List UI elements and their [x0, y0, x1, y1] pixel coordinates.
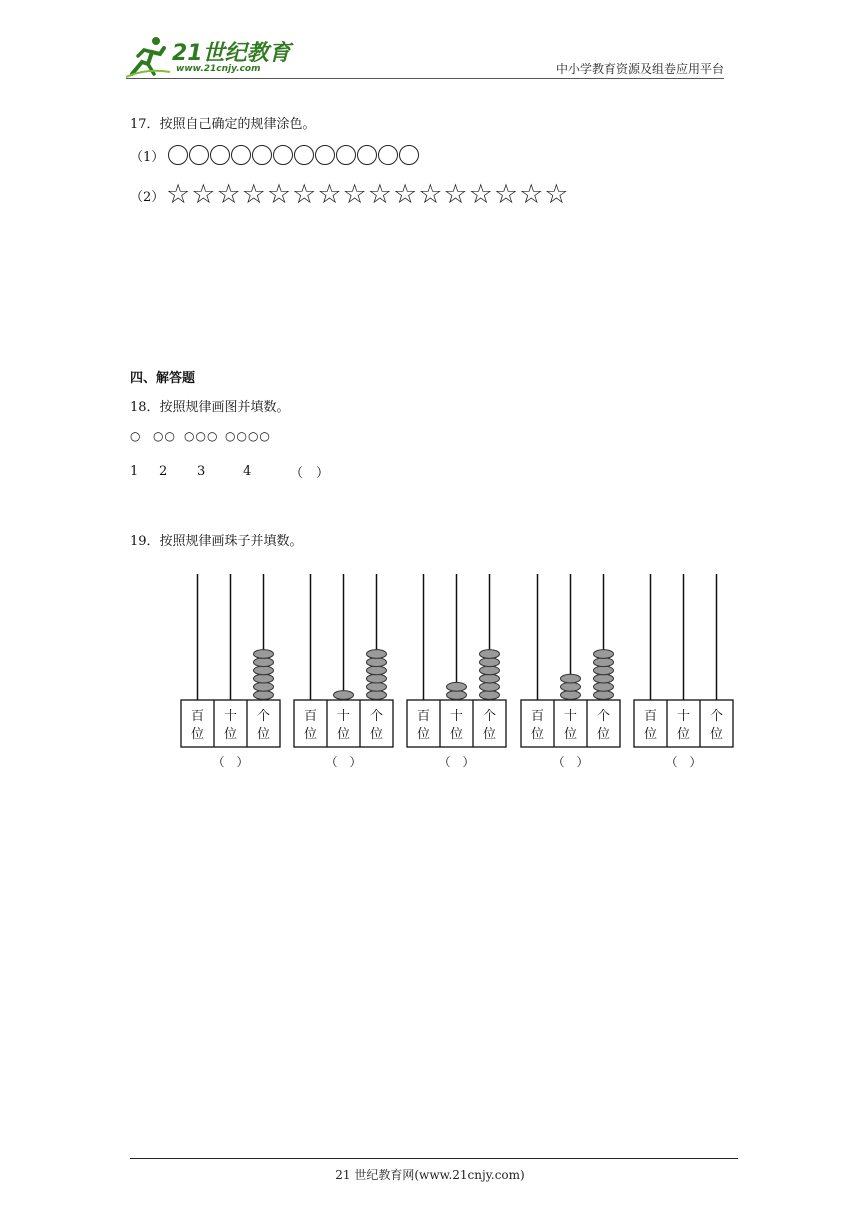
abacus-bead: [594, 658, 614, 667]
question-17-title: 17．按照自己确定的规律涂色。: [130, 117, 316, 132]
colorable-star[interactable]: ☆: [367, 179, 393, 210]
header-divider: [126, 78, 724, 79]
place-label-bottom: 位: [303, 727, 318, 742]
q17-part1-label: （1）: [130, 150, 165, 165]
place-label-bottom: 位: [190, 727, 205, 742]
colorable-circle[interactable]: [378, 145, 398, 165]
colorable-circle[interactable]: [231, 145, 251, 165]
q18-number-3: 3: [197, 464, 206, 479]
abacus-bead: [480, 650, 500, 659]
colorable-circle[interactable]: [210, 145, 230, 165]
place-label-top: 百: [190, 709, 205, 724]
place-label-bottom: 位: [709, 727, 724, 742]
abacus-bead: [561, 682, 581, 691]
colorable-star[interactable]: ☆: [519, 179, 545, 210]
abacus-bead: [447, 682, 467, 691]
place-label-bottom: 位: [416, 727, 431, 742]
colorable-star[interactable]: ☆: [292, 179, 318, 210]
abacus-bead: [480, 666, 500, 675]
question-18-title: 18．按照规律画图并填数。: [130, 400, 290, 415]
place-label-bottom: 位: [482, 727, 497, 742]
q18-figure-2: ○○: [153, 429, 176, 443]
colorable-circle[interactable]: [189, 145, 209, 165]
site-logo: [126, 34, 296, 80]
footer-text: 21 世纪教育网(www.21cnjy.com): [335, 1168, 525, 1182]
colorable-circle[interactable]: [315, 145, 335, 165]
place-label-top: 个: [596, 709, 611, 724]
place-label-top: 十: [676, 709, 691, 724]
colorable-circle[interactable]: [273, 145, 293, 165]
abacus-bead: [480, 674, 500, 683]
abacus-bead: [561, 691, 581, 700]
colorable-star[interactable]: ☆: [544, 179, 570, 210]
q18-figure-3: ○○○: [184, 429, 219, 443]
place-label-bottom: 位: [256, 727, 271, 742]
abacus-bead: [334, 691, 354, 700]
place-label-bottom: 位: [530, 727, 545, 742]
place-label-top: 十: [563, 709, 578, 724]
abacus-bead: [254, 666, 274, 675]
place-label-top: 百: [303, 709, 318, 724]
place-label-top: 百: [530, 709, 545, 724]
colorable-circle[interactable]: [168, 145, 188, 165]
logo-url: www.21cnjy.com: [176, 64, 261, 74]
place-label-bottom: 位: [336, 727, 351, 742]
place-label-top: 十: [223, 709, 238, 724]
place-label-top: 个: [482, 709, 497, 724]
footer-divider: [130, 1158, 738, 1159]
abacus-bead: [367, 691, 387, 700]
colorable-star[interactable]: ☆: [392, 179, 419, 210]
colorable-circle[interactable]: [357, 145, 377, 165]
abacus-bead: [254, 674, 274, 683]
place-label-bottom: 位: [596, 727, 611, 742]
colorable-star[interactable]: ☆: [493, 179, 520, 210]
place-label-bottom: 位: [369, 727, 384, 742]
place-label-top: 百: [643, 709, 658, 724]
colorable-star[interactable]: ☆: [266, 179, 293, 210]
colorable-circle[interactable]: [294, 145, 314, 165]
colorable-star[interactable]: ☆: [166, 179, 192, 210]
abacus-bead: [254, 682, 274, 691]
header-platform-text: 中小学教育资源及组卷应用平台: [555, 62, 724, 76]
abacus-bead: [254, 658, 274, 667]
colorable-star[interactable]: ☆: [443, 179, 469, 210]
place-label-top: 个: [709, 709, 724, 724]
abacus-bead: [367, 674, 387, 683]
section-4-title: 四、解答题: [130, 371, 196, 386]
place-label-top: 个: [369, 709, 384, 724]
q18-answer-blank[interactable]: （ ）: [290, 466, 330, 481]
abacus-bead: [480, 691, 500, 700]
colorable-star[interactable]: ☆: [317, 179, 343, 210]
q18-number-2: 2: [159, 464, 168, 479]
place-label-bottom: 位: [449, 727, 464, 742]
abacus-bead: [254, 650, 274, 659]
abacus-bead: [480, 658, 500, 667]
runner-logo-icon: [126, 34, 170, 78]
place-label-top: 十: [336, 709, 351, 724]
place-label-top: 百: [416, 709, 431, 724]
place-label-bottom: 位: [223, 727, 238, 742]
q17-star-row: [166, 181, 570, 208]
abacus-bead: [594, 691, 614, 700]
q18-figure-4: ○○○○: [225, 429, 271, 443]
place-label-bottom: 位: [563, 727, 578, 742]
abacus-bead: [254, 691, 274, 700]
place-label-bottom: 位: [676, 727, 691, 742]
colorable-circle[interactable]: [399, 145, 419, 165]
q18-number-4: 4: [243, 464, 252, 479]
colorable-star[interactable]: ☆: [418, 179, 444, 210]
q18-figure-1: ○: [130, 429, 142, 443]
q17-part2-label: （2）: [130, 190, 165, 205]
q18-number-1: 1: [130, 464, 139, 479]
abacus-answer-blank[interactable]: （ ）: [552, 755, 589, 769]
colorable-star[interactable]: ☆: [191, 179, 217, 210]
colorable-star[interactable]: ☆: [241, 179, 267, 210]
q19-abacus-figures: [0, 560, 860, 780]
abacus-answer-blank[interactable]: （ ）: [438, 755, 475, 769]
abacus-answer-blank[interactable]: （ ）: [665, 755, 702, 769]
q17-circle-row: [168, 144, 420, 165]
colorable-star[interactable]: ☆: [216, 179, 242, 210]
abacus-bead: [367, 666, 387, 675]
abacus-bead: [594, 674, 614, 683]
abacus-answer-blank[interactable]: （ ）: [212, 755, 249, 769]
logo-text: 21世纪教育: [172, 41, 291, 66]
abacus-bead: [367, 650, 387, 659]
abacus-bead: [367, 658, 387, 667]
abacus-bead: [367, 682, 387, 691]
question-19-title: 19．按照规律画珠子并填数。: [130, 534, 303, 549]
colorable-circle[interactable]: [336, 145, 356, 165]
abacus-bead: [594, 650, 614, 659]
abacus-bead: [480, 682, 500, 691]
abacus-bead: [594, 682, 614, 691]
place-label-bottom: 位: [643, 727, 658, 742]
colorable-star[interactable]: ☆: [468, 179, 494, 210]
abacus-bead: [447, 691, 467, 700]
colorable-star[interactable]: ☆: [342, 179, 368, 210]
abacus-answer-blank[interactable]: （ ）: [325, 755, 362, 769]
colorable-circle[interactable]: [252, 145, 272, 165]
abacus-bead: [561, 674, 581, 683]
place-label-top: 十: [449, 709, 464, 724]
abacus-bead: [594, 666, 614, 675]
place-label-top: 个: [256, 709, 271, 724]
